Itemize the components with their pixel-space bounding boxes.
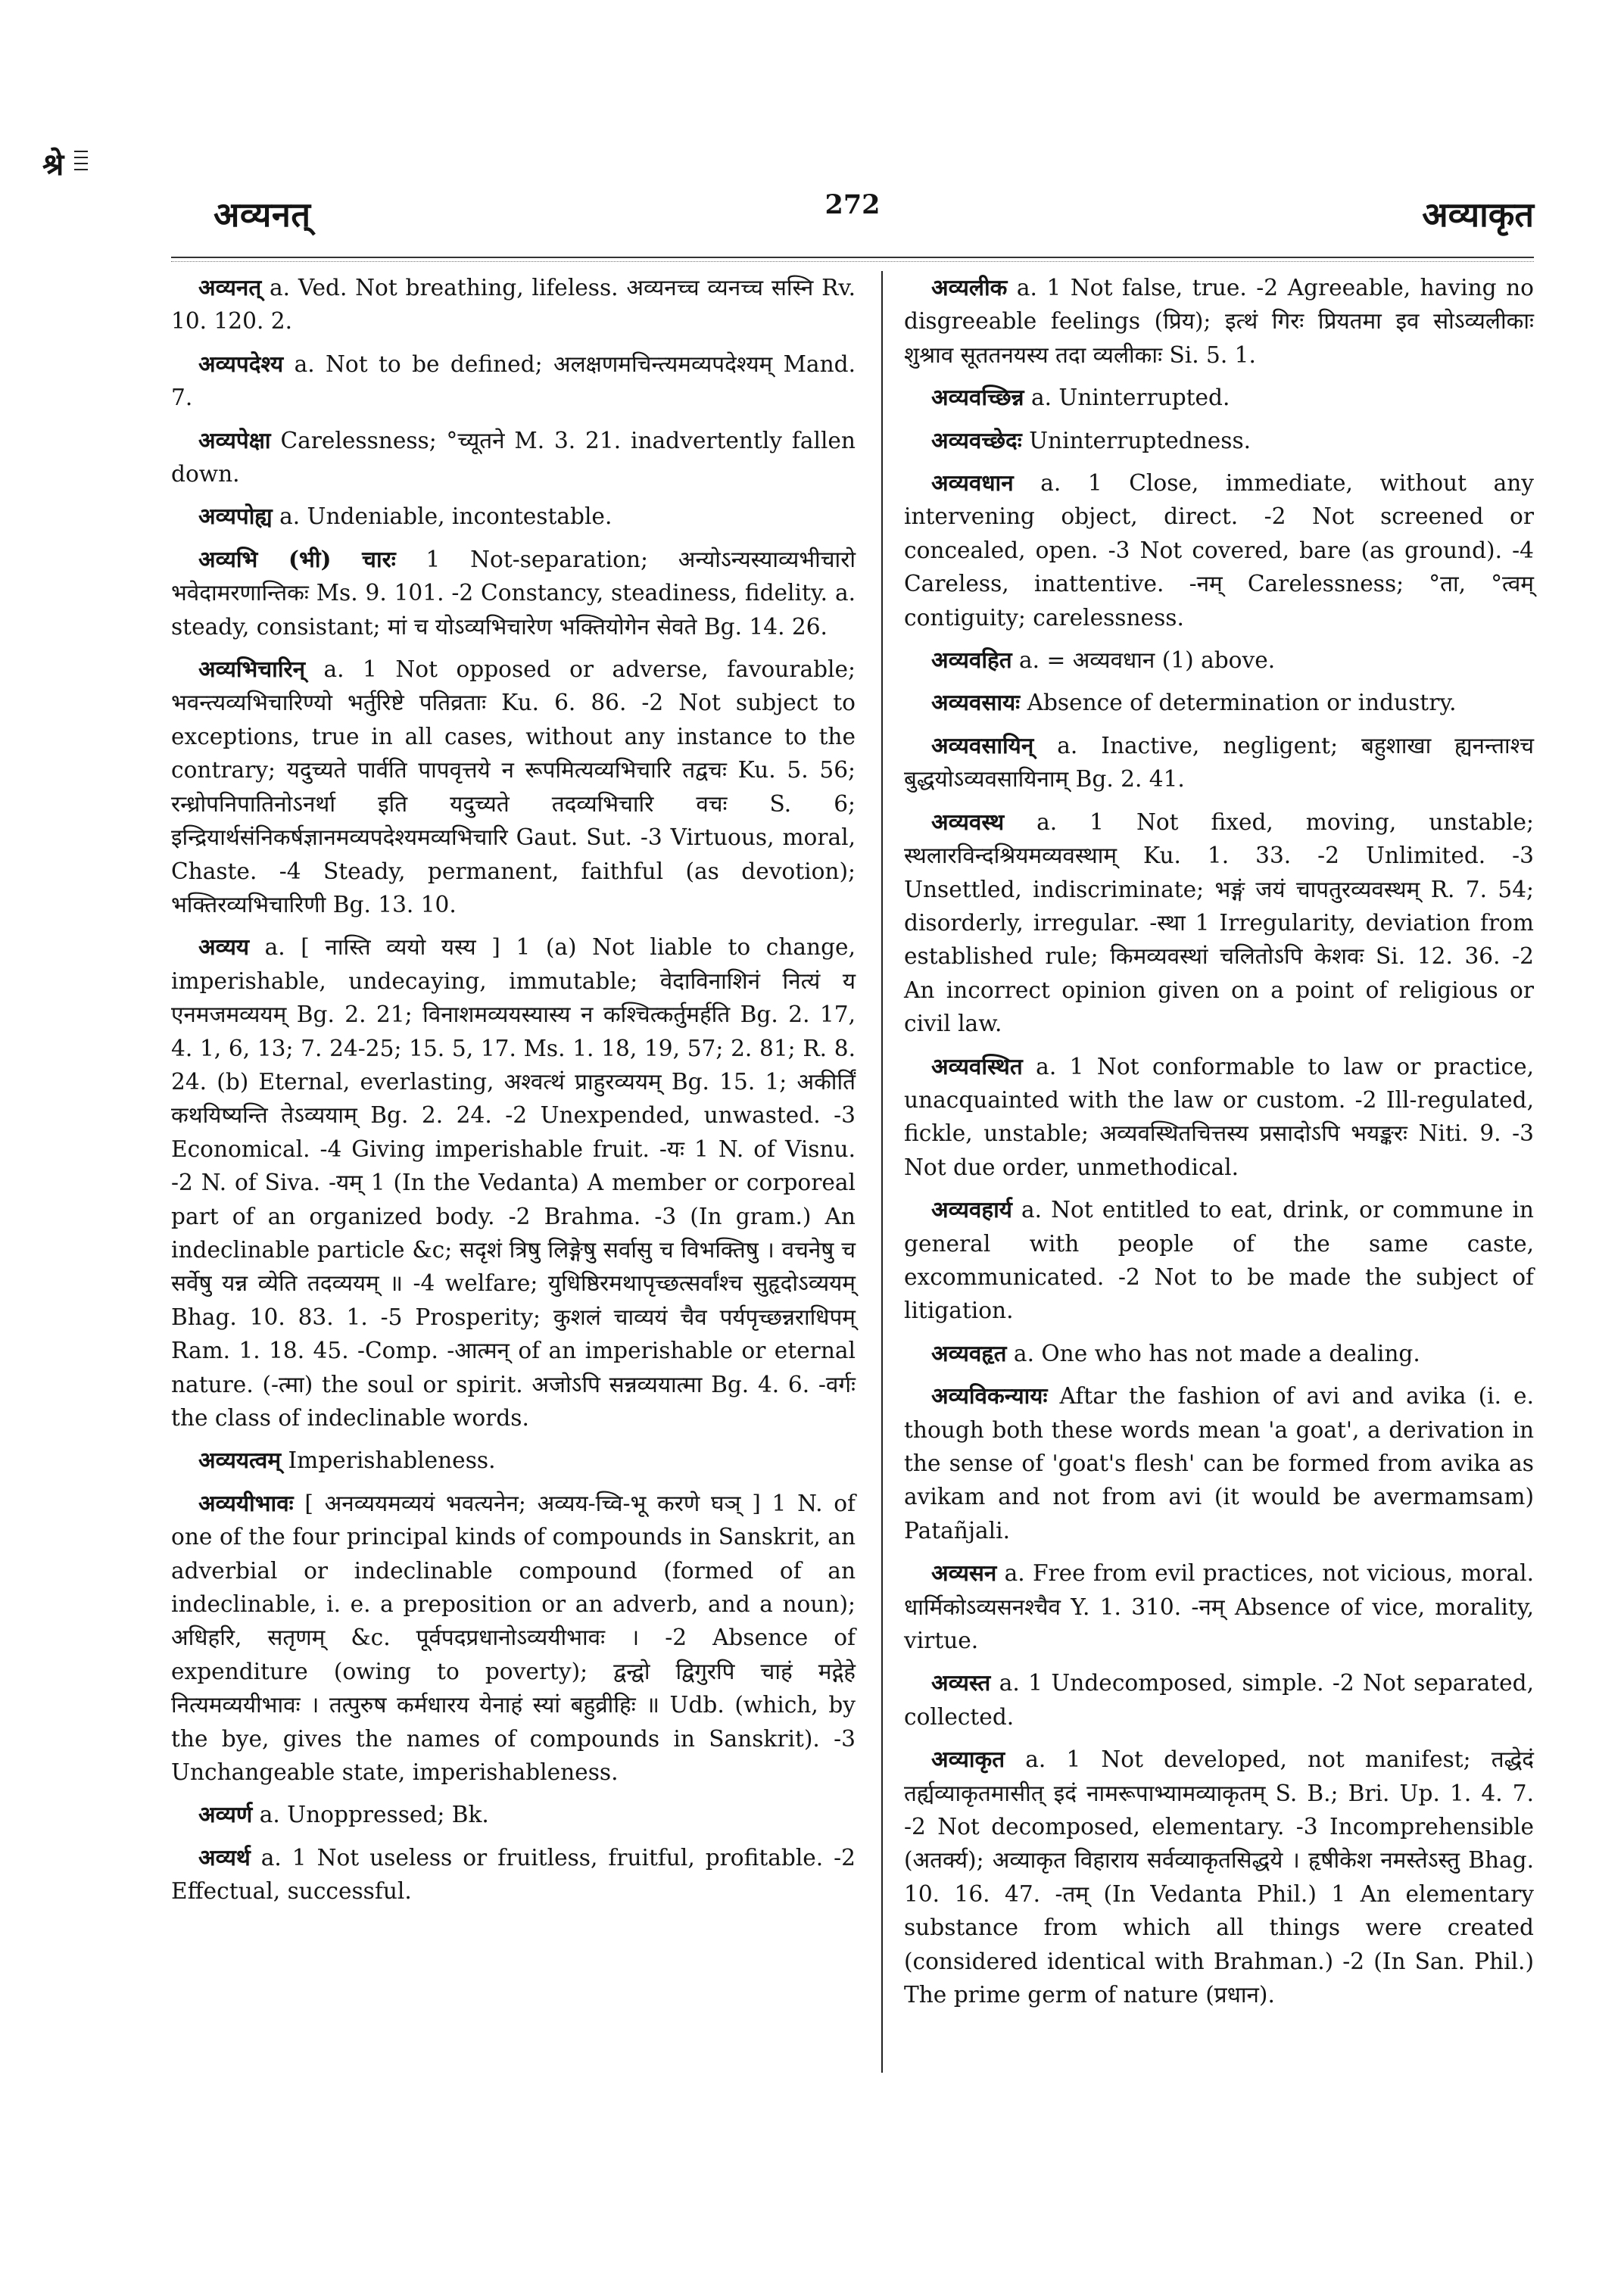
left-column xyxy=(171,271,856,1918)
dictionary-entry xyxy=(904,1379,1534,1547)
dictionary-entry xyxy=(904,805,1534,1041)
entry-definition: a. 1 Not opposed or adverse, favourable; भवन्त्यव्यभिचारिण्यो भर्तुरिष्टे पतिव्रताः Ku. 6. 86. -2 Not subject to exceptions, true in all cases, without any instance to the contrary; यदुच्यते पार्वति पापवृत्तये न रूपमित्यव्यभिचारि तद्वचः Ku. 5. 56; रन्ध्रोपनिपातिनोऽनर्था इति यदुच्यते तदव्यभिचारि वचः S. 6; इन्द्रियार्थसंनिकर्षज्ञानमव्यपदेश्यमव्यभिचारि Gaut. Sut. -3 Virtuous, moral, Chaste. -4 Steady, permanent, faithful (as devotion); भक्तिरव्यभिचारिणी Bg. 13. 10. xyxy=(171,656,856,918)
dictionary-entry xyxy=(171,1444,856,1477)
entry-headword: अव्यस्त xyxy=(931,1669,991,1696)
entry-headword: अव्यवस्थ xyxy=(931,808,1005,835)
dictionary-entry xyxy=(171,1487,856,1790)
entry-definition: a. Undeniable, incontestable. xyxy=(279,503,613,530)
entry-definition: a. Ved. Not breathing, lifeless. अव्यनच्च व्यनच्च सस्नि Rv. 10. 120. 2. xyxy=(171,275,856,335)
entry-headword: अव्यसन xyxy=(931,1559,997,1587)
side-mark-text: श्रे xyxy=(42,147,64,182)
right-running-headword: अव्याकृत xyxy=(1422,195,1534,235)
entry-headword: अव्यवहित xyxy=(931,646,1012,674)
entry-headword: अव्ययत्वम् xyxy=(198,1447,282,1474)
entry-definition: a. 1 Not useless or fruitless, fruitful, profitable. -2 Effectual, successful. xyxy=(171,1844,856,1905)
entry-headword: अव्यपदेश्य xyxy=(198,350,284,377)
side-mark-lines-icon xyxy=(73,147,89,177)
entry-headword: अव्ययीभावः xyxy=(198,1489,294,1516)
column-divider xyxy=(881,271,883,2073)
entry-definition: a. 1 Undecomposed, simple. -2 Not separated, collected. xyxy=(904,1670,1534,1730)
dictionary-entry xyxy=(904,1337,1534,1370)
entry-definition: Absence of determination or industry. xyxy=(1027,690,1457,716)
entry-definition: a. Not to be defined; अलक्षणमचिन्त्यमव्यपदेश्यम् Mand. 7. xyxy=(171,350,856,411)
dictionary-entry xyxy=(171,930,856,1435)
entry-headword: अव्यवधान xyxy=(931,469,1014,497)
dictionary-entry xyxy=(904,686,1534,719)
entry-definition: Imperishableness. xyxy=(288,1447,496,1474)
entry-headword: अव्यय xyxy=(198,933,250,961)
entry-definition: a. 1 Not fixed, moving, unstable; स्थलारविन्दश्रियमव्यवस्थाम् Ku. 1. 33. -2 Unlimited. -3 Unsettled, indiscriminate; भङ्गं जयं चापतुरव्यवस्थम् R. 7. 54; disorderly, irregular. -स्था 1 Irregularity, deviation from established rule; किमव्यवस्थां चलितोऽपि केशवः Si. 12. 36. -2 An incorrect opinion given on a point of religious or civil law. xyxy=(904,808,1534,1037)
entry-definition: [ अनव्ययमव्ययं भवत्यनेन; अव्यय-च्वि-भू करणे घञ् ] 1 N. of one of the four principal kinds of compounds in Sanskrit, an adverbial or indeclinable compound (formed of an indeclinable, i. e. a preposition or an adverb, and a noun); अधिहरि, सतृणम् &c. पूर्वपदप्रधानोऽव्ययीभावः । -2 Absence of expenditure (owing to poverty); द्वन्द्वो द्विगुरपि चाहं मद्गेहे नित्यमव्ययीभावः । तत्पुरुष कर्मधारय येनाहं स्यां बहुव्रीहिः ॥ Udb. (which, by the bye, gives the names of compounds in Sanskrit). -3 Unchangeable state, imperishableness. xyxy=(171,1490,856,1786)
entry-definition: Aftar the fashion of avi and avika (i. e. though both these words mean 'a goat', a derivation in the sense of 'goat's flesh' can be formed from avika as avikam and not from avi (it would be avermamsam) Patañjali. xyxy=(904,1383,1534,1544)
dictionary-entry xyxy=(904,1050,1534,1185)
dictionary-entry xyxy=(171,500,856,533)
entry-definition: a. 1 Not conformable to law or practice, unacquainted with the law or custom. -2 Ill-regulated, fickle, unstable; अव्यवस्थितचित्तस्य प्रसादोऽपि भयङ्करः Niti. 9. -3 Not due order, unmethodical. xyxy=(904,1053,1534,1180)
dictionary-entry xyxy=(904,1743,1534,2011)
left-running-headword: अव्यनत् xyxy=(214,195,311,235)
dictionary-entry xyxy=(904,729,1534,796)
entry-definition: a. 1 Close, immediate, without any intervening object, direct. -2 Not screened or concealed, open. -3 Not covered, bare (as ground). -4 Careless, inattentive. -नम् Carelessness; °ता, °त्वम् contiguity; carelessness. xyxy=(904,470,1534,631)
entry-headword: अव्यवसायिन् xyxy=(931,731,1034,759)
dictionary-entry xyxy=(904,424,1534,457)
dictionary-entry xyxy=(171,1841,856,1908)
header-dotted-rule xyxy=(171,261,1534,262)
dictionary-entry xyxy=(171,653,856,921)
dictionary-entry xyxy=(171,1798,856,1831)
entry-headword: अव्यभि (भी) चारः xyxy=(198,545,396,572)
entry-headword: अव्यपोह्य xyxy=(198,503,273,530)
entry-definition: a. Inactive, negligent; बहुशाखा ह्यनन्ताश्च बुद्धयोऽव्यवसायिनाम् Bg. 2. 41. xyxy=(904,732,1534,793)
entry-definition: Carelessness; °च्यूतने M. 3. 21. inadvertently fallen down. xyxy=(171,427,856,488)
entry-headword: अव्यलीक xyxy=(931,274,1008,301)
header-rule xyxy=(171,257,1534,258)
dictionary-entry xyxy=(904,1556,1534,1657)
entry-headword: अव्यनत् xyxy=(198,274,262,301)
entry-headword: अव्यवस्थित xyxy=(931,1052,1023,1080)
entry-definition: a. Uninterrupted. xyxy=(1030,385,1230,411)
entry-headword: अव्यवच्छेदः xyxy=(931,426,1022,453)
entry-headword: अव्यर्ण xyxy=(198,1801,253,1828)
entry-definition: a. Unoppressed; Bk. xyxy=(259,1802,489,1828)
entry-definition: a. One who has not made a dealing. xyxy=(1013,1340,1420,1366)
entry-definition: a. Free from evil practices, not vicious, moral. धार्मिकोऽव्यसनश्चैव Y. 1. 310. -नम् Absence of vice, morality, virtue. xyxy=(904,1560,1534,1654)
entry-definition: Uninterruptedness. xyxy=(1029,427,1252,453)
dictionary-entry xyxy=(904,466,1534,634)
entry-headword: अव्यभिचारिन् xyxy=(198,656,306,683)
side-mark xyxy=(42,142,91,186)
dictionary-entry xyxy=(904,643,1534,677)
dictionary-entry xyxy=(904,381,1534,414)
page-header xyxy=(171,176,1534,245)
entry-headword: अव्यपेक्षा xyxy=(198,426,271,453)
entry-definition: 1 Not-separation; अन्योऽन्यस्याव्यभीचारो भवेदामरणान्तिकः Ms. 9. 101. -2 Constancy, steadiness, fidelity. a. steady, consistant; मां च योऽव्यभिचारेण भक्तियोगेन सेवते Bg. 14. 26. xyxy=(171,546,856,640)
entry-headword: अव्यवच्छिन्न xyxy=(931,384,1024,411)
entry-headword: अव्यर्थ xyxy=(198,1843,251,1871)
entry-definition: a. [ नास्ति व्ययो यस्य ] 1 (a) Not liable to change, imperishable, undecaying, immutable; वेदाविनाशिनं नित्यं य एनमजमव्ययम् Bg. 2. 21; विनाशमव्ययस्यास्य न कश्चित्कर्तुमर्हति Bg. 2. 17, 4. 1, 6, 13; 7. 24-25; 15. 5, 17. Ms. 1. 18, 19, 57; 2. 81; R. 8. 24. (b) Eternal, everlasting, अश्वत्थं प्राहुरव्ययम् Bg. 15. 1; अकीर्तिं कथयिष्यन्ति तेऽव्ययाम् Bg. 2. 24. -2 Unexpended, unwasted. -3 Economical. -4 Giving imperishable fruit. -यः 1 N. of Visnu. -2 N. of Siva. -यम् 1 (In the Vedanta) A member or corporeal part of an organized body. -2 Brahma. -3 (In gram.) An indeclinable particle &c; सदृशं त्रिषु लिङ्गेषु सर्वासु च विभक्तिषु । वचनेषु च सर्वेषु यन्न व्येति तदव्ययम् ॥ -4 welfare; युधिष्ठिरमथापृच्छत्सर्वांश्च सुहृदोऽव्ययम् Bhag. 10. 83. 1. -5 Prosperity; कुशलं चाव्ययं चैव पर्यपृच्छन्नराधिपम् Ram. 1. 18. 45. -Comp. -आत्मन् of an imperishable or eternal nature. (-त्मा) the soul or spirit. अजोऽपि सन्नव्ययात्मा Bg. 4. 6. -वर्गः the class of indeclinable words. xyxy=(171,934,856,1431)
dictionary-entry xyxy=(171,347,856,415)
dictionary-entry xyxy=(171,543,856,643)
entry-headword: अव्यवहार्य xyxy=(931,1196,1012,1223)
dictionary-entry xyxy=(171,424,856,491)
right-column xyxy=(904,271,1534,2021)
entry-headword: अव्याकृत xyxy=(931,1746,1005,1773)
entry-definition: a. 1 Not developed, not manifest; तद्धेदं तर्ह्यव्याकृतमासीत् इदं नामरूपाभ्यामव्याकृतम् S. B.; Bri. Up. 1. 4. 7. -2 Not decomposed, elementary. -3 Incomprehensible (अतर्क्य); अव्याकृत विहाराय सर्वव्याकृतसिद्धये । हृषीकेश नमस्तेऽस्तु Bhag. 10. 16. 47. -तम् (In Vedanta Phil.) 1 An elementary substance from which all things were created (considered identical with Brahman.) -2 (In San. Phil.) The prime germ of nature (प्रधान). xyxy=(904,1746,1534,2008)
entry-definition: a. = अव्यवधान (1) above. xyxy=(1019,647,1276,674)
dictionary-entry xyxy=(904,1666,1534,1734)
entry-headword: अव्यविकन्यायः xyxy=(931,1382,1048,1410)
dictionary-entry xyxy=(904,1193,1534,1328)
page-number: 272 xyxy=(824,189,881,220)
entry-definition: a. 1 Not false, true. -2 Agreeable, having no disgreeable feelings (प्रिय); इत्थं गिरः प्रियतमा इव सोऽव्यलीकाः शुश्राव सूततनयस्य तदा व्यलीकाः Si. 5. 1. xyxy=(904,275,1534,368)
entry-headword: अव्यवसायः xyxy=(931,689,1021,716)
entry-definition: a. Not entitled to eat, drink, or commune in general with people of the same caste, excommunicated. -2 Not to be made the subject of litigation. xyxy=(904,1197,1534,1324)
dictionary-entry xyxy=(171,271,856,338)
dictionary-entry xyxy=(904,271,1534,372)
entry-headword: अव्यवहृत xyxy=(931,1339,1007,1366)
